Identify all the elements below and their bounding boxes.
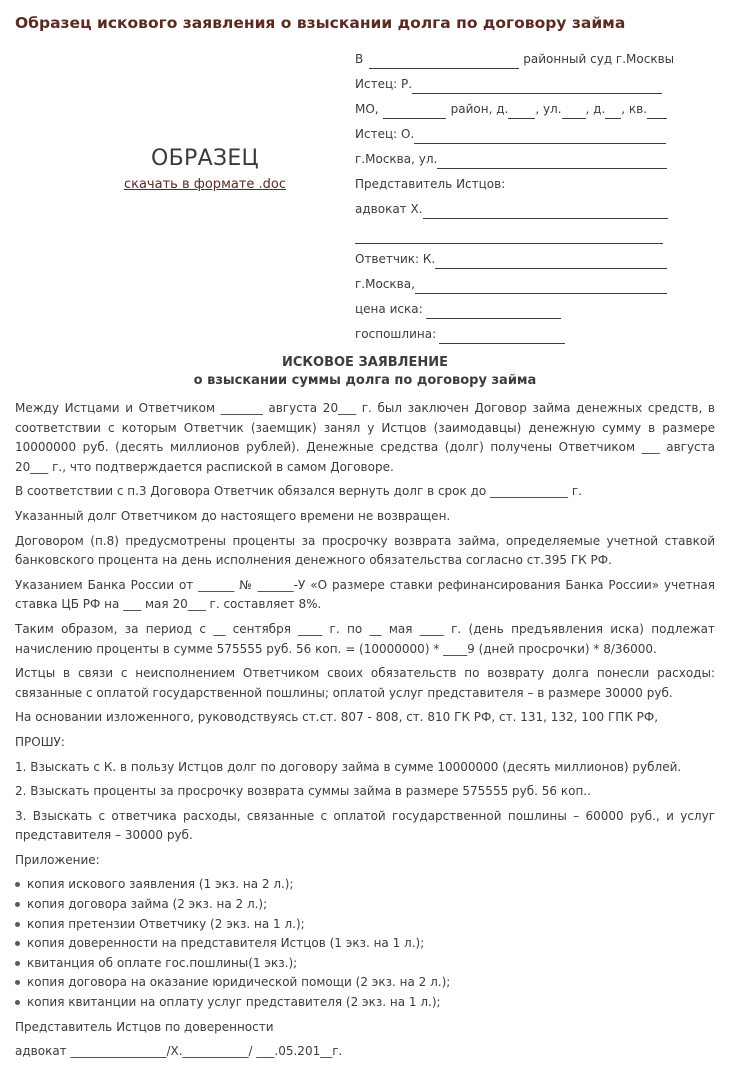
footer-signature: адвокат ________________/Х.___________/ ___.05.201__г. (15, 1044, 343, 1059)
mo-address-line (355, 94, 685, 119)
request-item-1: 1. Взыскать с К. в пользу Истцов долг по договору займа в сумме 10000000 (десять миллионов) рублей. (15, 759, 682, 774)
list-item: копия договора на оказание юридической помощи (2 экз. на 2 л.); (15, 973, 715, 993)
defendant-city-blank (415, 279, 667, 294)
claim-value-line (355, 294, 685, 319)
download-doc-link[interactable]: скачать в формате .doc (123, 177, 287, 192)
court-suffix: районный суд г.Москвы (523, 52, 675, 66)
building-label: , д. (585, 102, 606, 116)
court-line (355, 44, 685, 69)
paragraph-request-label: ПРОШУ: (15, 734, 65, 749)
court-prefix: В (355, 52, 364, 66)
paragraph-legal-basis: На основании изложенного, руководствуясь ст.ст. 807 - 808, ст. 810 ГК РФ, ст. 131, 132, 100 ГПК РФ, (15, 710, 659, 725)
list-item: копия доверенности на представителя Истцов (1 экз. на 1 л.); (15, 934, 715, 954)
paragraph-expenses: Истцы в связи с неисполнением Ответчиком своих обязательств по возврату долга понесли расходы: связанные с оплатой государственной пошлины; оплатой услуг представителя – в размере 30000 руб. (15, 666, 715, 700)
mo-label: МО, (355, 102, 379, 116)
paragraph-calculation: Таким образом, за период с __ сентября ____ г. по __ мая ____ г. (день предъявления иска) подлежат начислению проценты в сумме 575555 руб. 56 коп. = (10000000) * ____9 (дней просрочки) * 8/36000. (15, 621, 715, 656)
sample-block (105, 145, 305, 195)
city-street-blank (437, 154, 667, 169)
footer-representative: Представитель Истцов по доверенности (15, 1019, 274, 1034)
defendant-label: Ответчик: К. (355, 252, 436, 266)
court-blank (369, 54, 519, 69)
building-blank (605, 104, 621, 119)
advocate-label: адвокат Х. (355, 202, 423, 216)
advocate-blank (423, 204, 668, 219)
list-item: копия договора займа (2 экз. на 2 л.); (15, 895, 715, 915)
paragraph-bank-rate: Указанием Банка России от ______ № ______-У «О размере ставки рефинансирования Банка России» учетная ставка ЦБ РФ на ___ мая 20___ г. составляет 8%. (15, 577, 715, 612)
list-item: копия квитанции на оплату услуг представителя (2 экз. на 1 л.); (15, 993, 715, 1013)
attachments-label: Приложение: (15, 852, 100, 867)
plaintiff2-label: Истец: О. (355, 127, 415, 141)
fee-blank (439, 329, 565, 344)
fee-label: госпошлина: (355, 327, 437, 341)
street-blank (562, 104, 586, 119)
fee-line (355, 319, 685, 344)
claim-value-blank (426, 304, 561, 319)
extra-blank-line (355, 219, 685, 244)
document-heading (15, 354, 715, 390)
request-item-2: 2. Взыскать проценты за просрочку возврата суммы займа в размере 575555 руб. 56 коп.. (15, 784, 591, 799)
plaintiff2-blank (414, 129, 666, 144)
defendant-line (355, 244, 685, 269)
document-heading-title: ИСКОВОЕ ЗАЯВЛЕНИЕ (282, 355, 448, 370)
city-street-label: г.Москва, ул. (355, 152, 438, 166)
plaintiff1-line (355, 69, 685, 94)
request-item-3: 3. Взыскать с ответчика расходы, связанные с оплатой государственной пошлины – 60000 руб., и услуг представителя – 30000 руб. (15, 808, 715, 843)
claim-value-label: цена иска: (355, 302, 423, 316)
representative-label: Представитель Истцов: (355, 177, 506, 191)
list-item: квитанция об оплате гос.пошлины(1 экз.); (15, 954, 715, 974)
representative-line (355, 169, 685, 194)
house-blank (508, 104, 535, 119)
page-title: Образец искового заявления о взыскании долга по договору займа (15, 14, 626, 32)
plaintiff1-blank (412, 79, 662, 94)
defendant-city-label: г.Москва, (355, 277, 415, 291)
plaintiff1-label: Истец: Р. (355, 77, 413, 91)
document-heading-subtitle: о взыскании суммы долга по договору займа (193, 373, 537, 388)
mo-blank (383, 104, 446, 119)
flat-label: , кв. (621, 102, 648, 116)
sample-label: ОБРАЗЕЦ (151, 146, 259, 171)
rayon-label: район, д. (450, 102, 509, 116)
paragraph-contract: Между Истцами и Ответчиком _______ августа 20___ г. был заключен Договор займа денежных средств, в соответствии с которым Ответчик (заемщик) занял у Истцов (заимодавцы) денежную сумму в размере 10000000 руб. (десять миллионов рублей). Денежные средства (долг) получены Ответчиком ___ августа 20___ г., что подтверждается распиской в самом Договоре. (15, 401, 715, 474)
defendant-city-line (355, 269, 685, 294)
plaintiff2-line (355, 119, 685, 144)
street-label: , ул. (535, 102, 562, 116)
paragraph-interest: Договором (п.8) предусмотрены проценты за просрочку возврата займа, определяемые учетной ставкой банковского процента на день исполнения денежного обязательства согласно ст.395 ГК РФ. (15, 533, 715, 568)
paragraph-not-returned: Указанный долг Ответчиком до настоящего времени не возвращен. (15, 508, 451, 523)
advocate-line (355, 194, 685, 219)
list-item: копия претензии Ответчику (2 экз. на 1 л.); (15, 915, 715, 935)
city-street-line (355, 144, 685, 169)
attachments-list (15, 875, 715, 1012)
defendant-blank (435, 254, 667, 269)
document-body (15, 399, 715, 1067)
list-item: копия искового заявления (1 экз. на 2 л.); (15, 875, 715, 895)
flat-blank (647, 104, 667, 119)
paragraph-repayment-term: В соответствии с п.3 Договора Ответчик обязался вернуть долг в срок до _____________ г. (15, 484, 582, 499)
addressee-block (355, 44, 685, 344)
extra-blank (355, 229, 663, 244)
